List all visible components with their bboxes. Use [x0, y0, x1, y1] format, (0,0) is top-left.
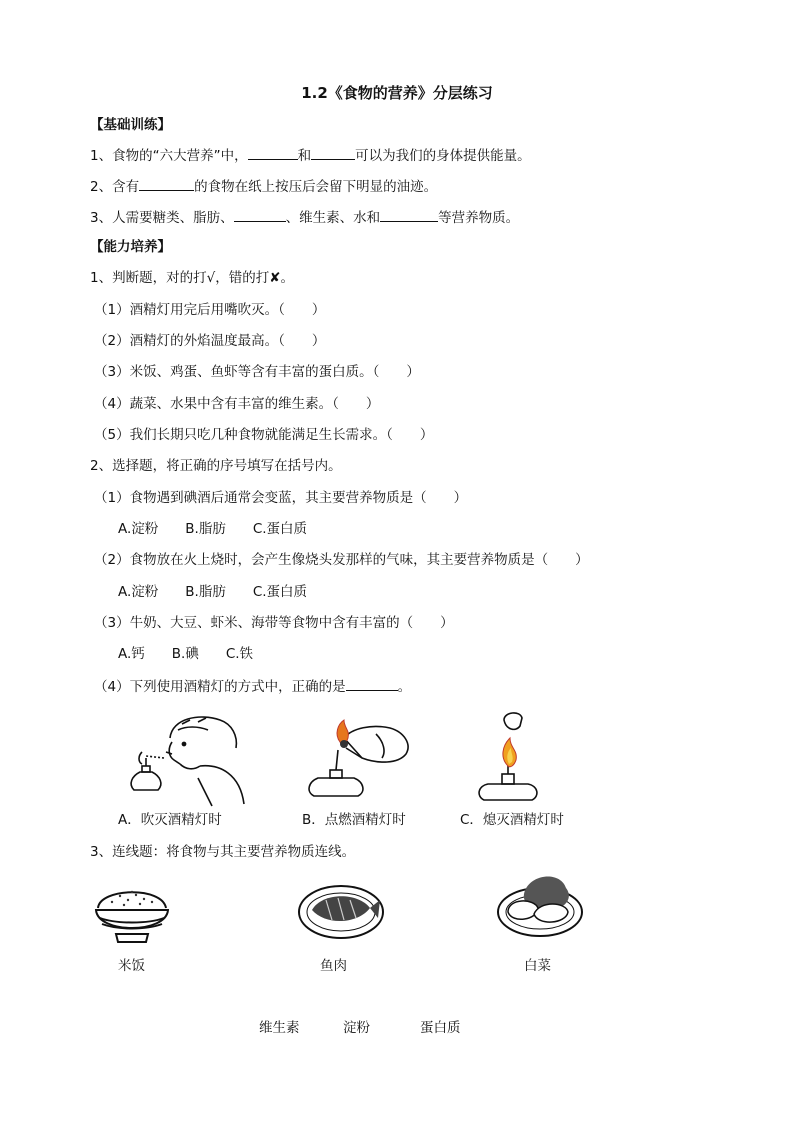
- fill-blank[interactable]: [234, 208, 286, 222]
- figure-extinguish-lamp: [470, 708, 580, 808]
- food-label-fish: 鱼肉: [320, 958, 347, 974]
- section-basic-heading: 【基础训练】: [90, 117, 171, 133]
- q3-heading: 3、连线题：将食物与其主要营养物质连线。: [90, 844, 356, 860]
- q-text: 3、人需要糖类、脂肪、: [90, 210, 234, 226]
- q2-sub-3: （3）牛奶、大豆、虾米、海带等食物中含有丰富的（ ）: [94, 615, 454, 631]
- figure-light-lamp: [300, 708, 430, 808]
- q1-heading: 1、判断题，对的打√，错的打✘。: [90, 270, 295, 286]
- q2-sub-3-options: A.钙 B.碘 C.铁: [118, 646, 254, 662]
- section-ability-heading: 【能力培养】: [90, 239, 171, 255]
- q1-item: （2）酒精灯的外焰温度最高。（ ）: [94, 333, 326, 349]
- basic-question-1: [90, 146, 531, 165]
- basic-question-2: [90, 177, 437, 196]
- q2-sub-2: （2）食物放在火上烧时，会产生像烧头发那样的气味，其主要营养物质是（ ）: [94, 552, 589, 568]
- figure-caption-c: C．熄灭酒精灯时: [460, 812, 564, 828]
- q1-item: （3）米饭、鸡蛋、鱼虾等含有丰富的蛋白质。（ ）: [94, 364, 420, 380]
- q-text: 的食物在纸上按压后会留下明显的油迹。: [194, 179, 438, 195]
- q-text: 等营养物质。: [438, 210, 520, 226]
- q2-sub-1-options: A.淀粉 B.脂肪 C.蛋白质: [118, 521, 308, 537]
- figure-caption-b: B．点燃酒精灯时: [302, 812, 406, 828]
- fill-blank[interactable]: [248, 146, 298, 160]
- food-label-cabbage: 白菜: [524, 958, 551, 974]
- q-text: 可以为我们的身体提供能量。: [355, 148, 531, 164]
- figure-caption-a: A．吹灭酒精灯时: [118, 812, 222, 828]
- fill-blank[interactable]: [380, 208, 438, 222]
- fill-blank[interactable]: [346, 677, 398, 691]
- figure-blow-out-lamp: [120, 708, 260, 808]
- q1-item: （1）酒精灯用完后用嘴吹灭。（ ）: [94, 302, 326, 318]
- q2-heading: 2、选择题，将正确的序号填写在括号内。: [90, 458, 342, 474]
- q-text: 。: [397, 679, 412, 695]
- fill-blank[interactable]: [311, 146, 355, 160]
- cabbage-plate-icon: [494, 868, 586, 940]
- q1-item: （4）蔬菜、水果中含有丰富的维生素。（ ）: [94, 396, 380, 412]
- q-text: 2、含有: [90, 179, 140, 195]
- basic-question-3: [90, 208, 519, 227]
- fill-blank[interactable]: [139, 177, 194, 191]
- q-text: 1、食物的“六大营养”中，: [90, 148, 248, 164]
- q2-sub-4: [94, 677, 411, 696]
- nutrient-label-starch: 淀粉: [343, 1020, 370, 1036]
- q-text: 和: [297, 148, 312, 164]
- q-text: （4）下列使用酒精灯的方式中，正确的是: [94, 679, 346, 695]
- rice-bowl-icon: [92, 878, 172, 948]
- nutrient-label-protein: 蛋白质: [420, 1020, 461, 1036]
- page-title: 1.2《食物的营养》分层练习: [301, 84, 493, 102]
- nutrient-label-vitamin: 维生素: [259, 1020, 300, 1036]
- fish-plate-icon: [296, 880, 386, 942]
- q-text: 、维生素、水和: [285, 210, 381, 226]
- q2-sub-1: （1）食物遇到碘酒后通常会变蓝，其主要营养物质是（ ）: [94, 490, 468, 506]
- food-label-rice: 米饭: [118, 958, 145, 974]
- q1-item: （5）我们长期只吃几种食物就能满足生长需求。（ ）: [94, 427, 434, 443]
- q2-sub-2-options: A.淀粉 B.脂肪 C.蛋白质: [118, 584, 308, 600]
